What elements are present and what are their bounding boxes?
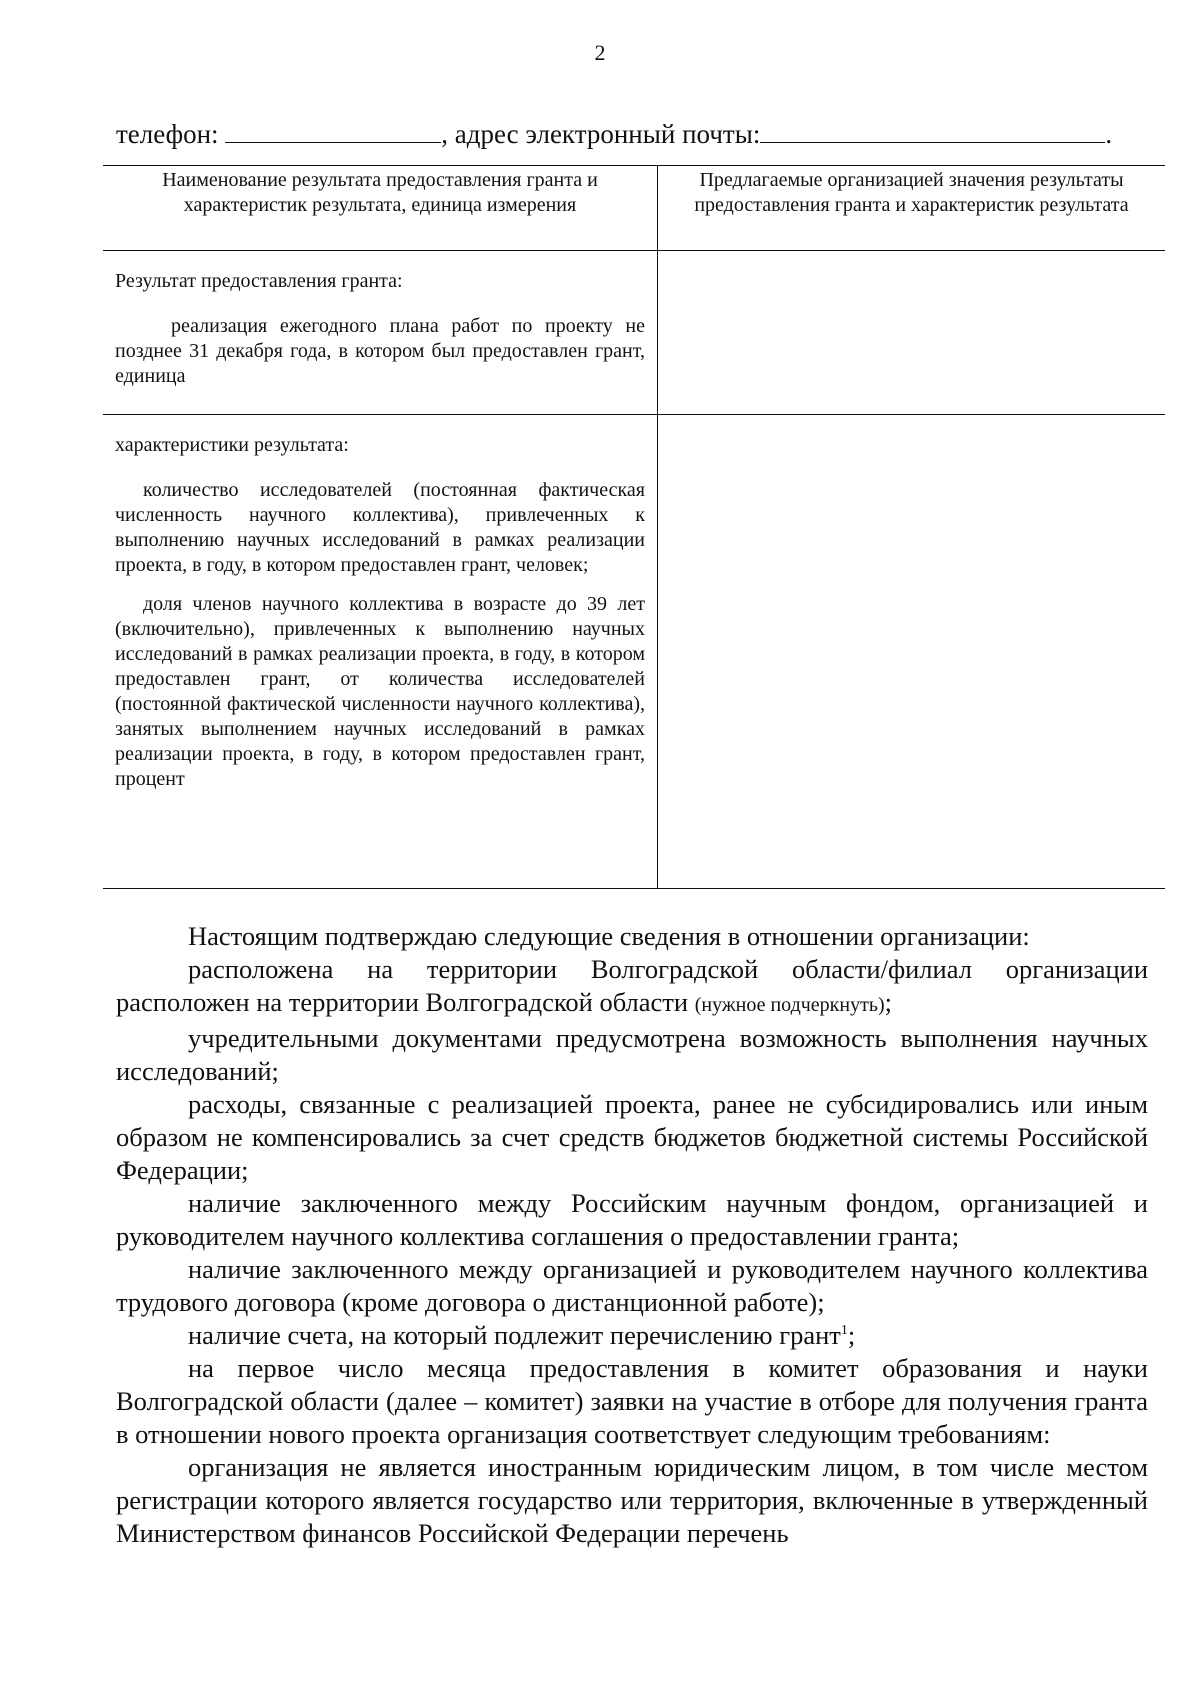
result-description: реализация ежегодного плана работ по проекту не позднее 31 декабря года, в котором был предоставлен грант, единица: [115, 315, 645, 387]
underline-note: (нужное подчеркнуть): [694, 994, 885, 1016]
table-row: [103, 415, 1165, 889]
footnote-marker: 1: [840, 1323, 848, 1339]
results-table: [103, 165, 1165, 889]
result-value-cell: [658, 251, 1166, 415]
confirmation-labor-contract: наличие заключенного между организацией и руководителем научного коллектива трудового договора (кроме договора о дистанционной работе);: [116, 1254, 1148, 1317]
account-end: ;: [847, 1320, 856, 1350]
table-header-row: [103, 166, 1165, 251]
confirmation-not-foreign: организация не является иностранным юридическим лицом, в том числе местом регистрации которого является государство или территория, включенные в утвержденный Министерством финансов Российской Федерации перечень: [116, 1452, 1148, 1548]
confirmation-location: [116, 953, 1148, 1022]
table-row: [103, 251, 1165, 415]
characteristics-cell: [103, 415, 658, 889]
contact-end-punct: .: [1105, 119, 1113, 149]
confirmation-rsf-agreement: наличие заключенного между Российским научным фондом, организацией и руководителем научного коллектива соглашения о предоставлении гранта;: [116, 1188, 1148, 1251]
location-text: расположена на территории Волгоградской области/филиал организации расположен на территории Волгоградской области: [116, 954, 1148, 1017]
characteristic-researchers: количество исследователей (постоянная фактическая численность научного коллектива), привлеченных к выполнению научных исследований в рамках реализации проекта, в году, в котором предоставлен грант, человек;: [115, 479, 645, 576]
characteristic-young-share: доля членов научного коллектива в возрасте до 39 лет (включительно), привлеченных к выполнению научных исследований в рамках реализации проекта, в году, в котором предоставлен грант, от количества исследователей (постоянной фактической численности научного коллектива), занятых выполнением научных исследований в рамках реализации проекта, в году, в котором предоставлен грант, процент: [115, 593, 645, 790]
email-blank-field: [760, 120, 1105, 143]
account-text: наличие счета, на который подлежит перечислению грант: [188, 1320, 841, 1350]
location-end: ;: [884, 987, 892, 1017]
phone-label: телефон:: [116, 119, 219, 149]
result-heading: Результат предоставления гранта:: [115, 270, 403, 292]
result-cell: [103, 251, 658, 415]
header-result-name: Наименование результата предоставления гранта и характеристик результата, единица измерения: [103, 166, 658, 251]
confirmation-charter: учредительными документами предусмотрена возможность выполнения научных исследований;: [116, 1023, 1148, 1086]
confirmation-account: [116, 1319, 1148, 1352]
characteristics-heading: характеристики результата:: [115, 434, 349, 456]
confirmation-text: [116, 920, 1148, 1550]
confirmation-intro: Настоящим подтверждаю следующие сведения в отношении организации:: [188, 921, 1030, 951]
phone-blank-field: [225, 120, 441, 143]
header-proposed-values: Предлагаемые организацией значения результаты предоставления гранта и характеристик результата: [658, 166, 1166, 251]
email-label: , адрес электронный почты:: [441, 119, 761, 149]
contact-line: [116, 118, 1141, 150]
confirmation-expenses: расходы, связанные с реализацией проекта, ранее не субсидировались или иным образом не компенсировались за счет средств бюджетов бюджетной системы Российской Федерации;: [116, 1089, 1148, 1185]
page-number: 2: [594, 40, 606, 65]
confirmation-requirements: на первое число месяца предоставления в комитет образования и науки Волгоградской области (далее – комитет) заявки на участие в отборе для получения гранта в отношении нового проекта организация соответствует следующим требованиям:: [116, 1353, 1148, 1449]
characteristics-value-cell: [658, 415, 1166, 889]
